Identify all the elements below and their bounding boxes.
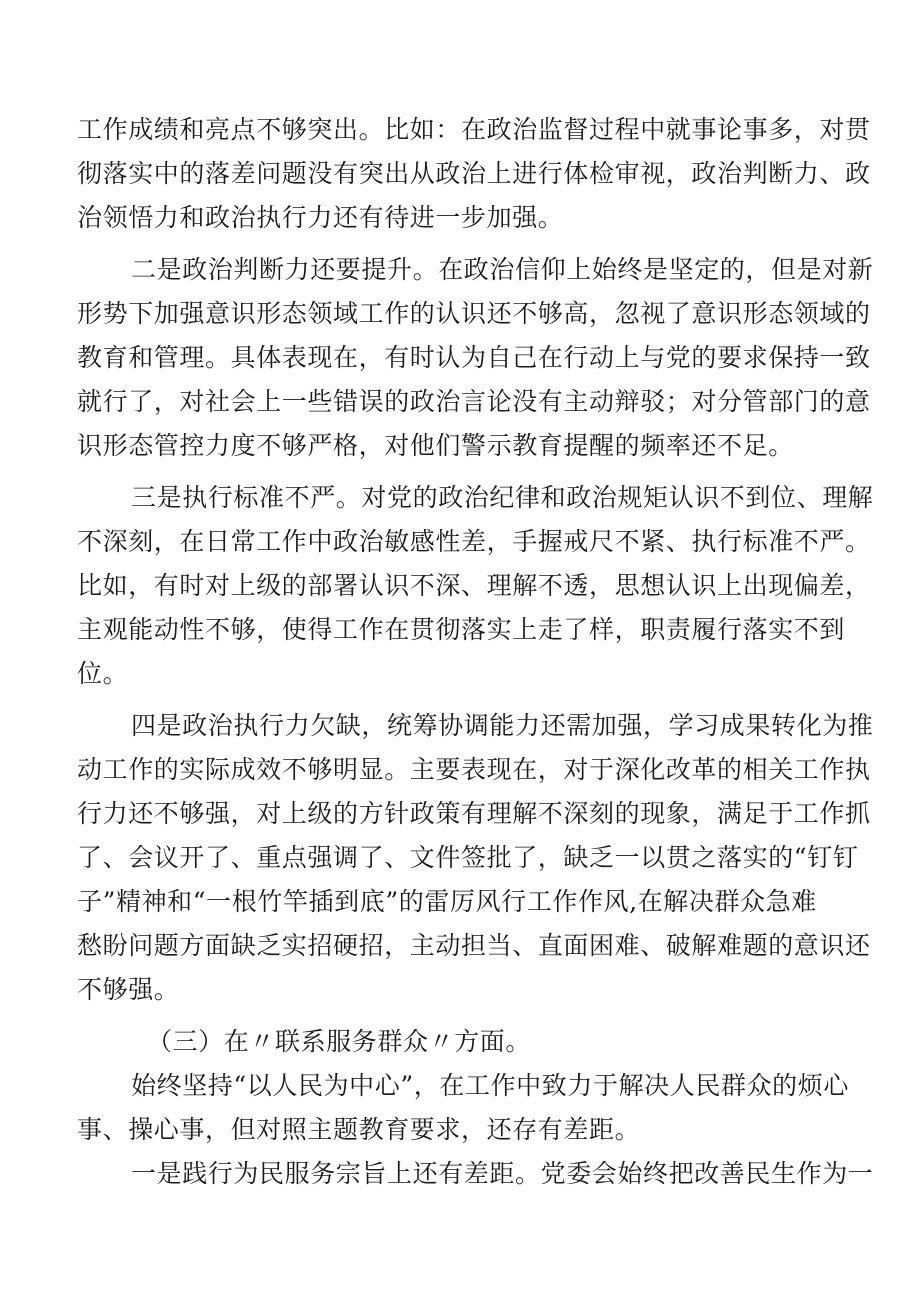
text-line: 子”精神和“一根竹竿插到底”的雷厉风行工作作风,在解决群众急难 xyxy=(77,887,817,916)
text-line: 比如，有时对上级的部署认识不深、理解不透，思想认识上出现偏差， xyxy=(77,571,871,600)
text-line: 二是政治判断力还要提升。在政治信仰上始终是坚定的，但是对新 xyxy=(131,255,874,284)
paragraph-political-judgment xyxy=(77,248,874,468)
text-line: 动工作的实际成效不够明显。主要表现在，对于深化改革的相关工作执 xyxy=(77,755,871,784)
section-heading xyxy=(77,1020,853,1064)
paragraph-continuation xyxy=(77,108,871,240)
text-line: 不深刻，在日常工作中政治敏感性差，手握戒尺不紧、执行标准不严。 xyxy=(77,527,871,556)
text-line: 四是政治执行力欠缺，统筹协调能力还需加强，学习成果转化为推 xyxy=(131,711,874,740)
paragraph-people-centered xyxy=(77,1064,853,1152)
text-line: 行力还不够强，对上级的方针政策有理解不深刻的现象，满足于工作抓 xyxy=(77,799,871,828)
paragraph-execution-ability xyxy=(77,704,874,1012)
text-line: （三）在〃联系服务群众〃方面。 xyxy=(147,1027,532,1056)
text-line: 教育和管理。具体表现在，有时认为自己在行动上与党的要求保持一致 xyxy=(77,343,871,372)
text-line: 彻落实中的落差问题没有突出从政治上进行体检审视，政治判断力、政 xyxy=(77,159,871,188)
text-line: 主观能动性不够，使得工作在贯彻落实上走了样，职责履行落实不到 xyxy=(77,615,846,644)
text-line: 三是执行标准不严。对党的政治纪律和政治规矩认识不到位、理解 xyxy=(131,483,874,512)
text-line: 治领悟力和政治执行力还有待进一步加强。 xyxy=(77,203,564,232)
text-line: 了、会议开了、重点强调了、文件签批了，缺乏一以贯之落实的“钉钉 xyxy=(77,843,859,872)
text-line: 事、操心事，但对照主题教育要求，还存有差距。 xyxy=(77,1115,641,1144)
text-line: 不够强。 xyxy=(77,975,180,1004)
text-line: 愁盼问题方面缺乏实招硬招，主动担当、直面困难、破解难题的意识还 xyxy=(77,931,871,960)
text-line: 形势下加强意识形态领域工作的认识还不够高，忽视了意识形态领域的 xyxy=(77,299,871,328)
paragraph-execution-standard xyxy=(77,476,874,696)
text-line: 一是践行为民服务宗旨上还有差距。党委会始终把改善民生作为一 xyxy=(131,1159,874,1188)
text-line: 位。 xyxy=(77,659,129,688)
text-line: 识形态管控力度不够严格，对他们警示教育提醒的频率还不足。 xyxy=(77,431,794,460)
paragraph-service-gap xyxy=(77,1152,874,1196)
document-body xyxy=(77,108,874,1196)
text-line: 工作成绩和亮点不够突出。比如：在政治监督过程中就事论事多，对贯 xyxy=(77,115,871,144)
text-line: 始终坚持“以人民为中心”，在工作中致力于解决人民群众的烦心 xyxy=(131,1071,849,1100)
text-line: 就行了，对社会上一些错误的政治言论没有主动辩驳；对分管部门的意 xyxy=(77,387,871,416)
